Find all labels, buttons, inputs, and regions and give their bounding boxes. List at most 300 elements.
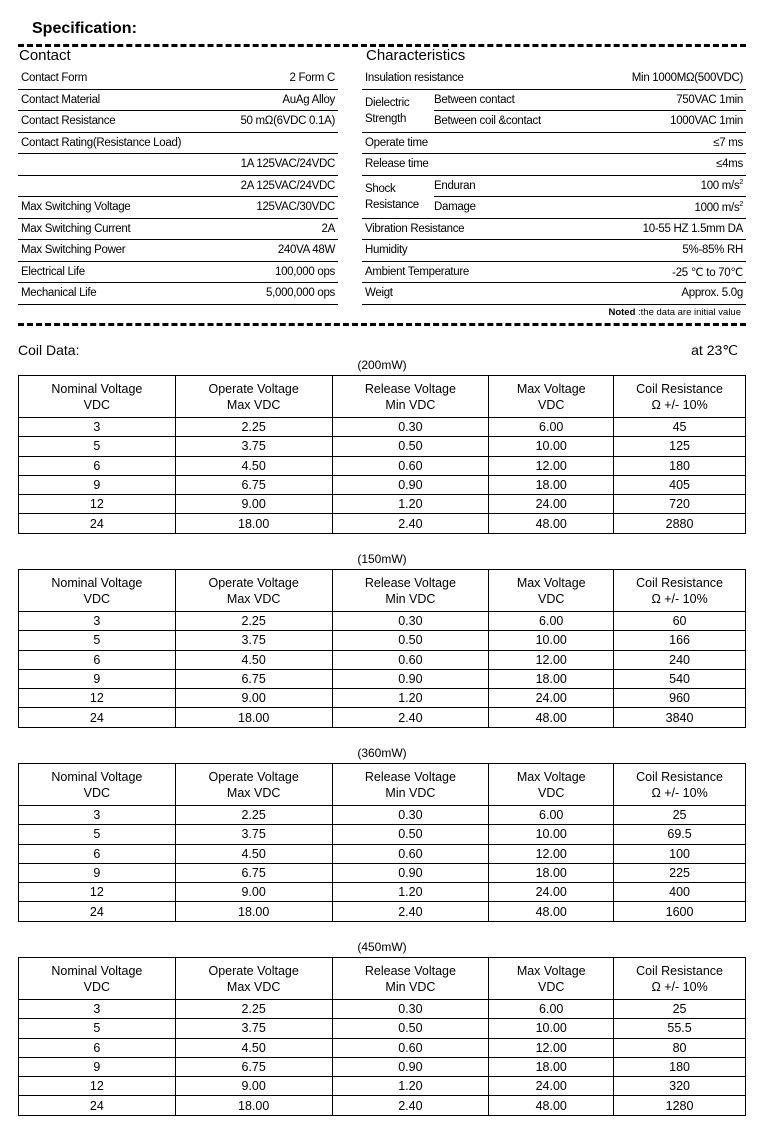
table-cell: 0.50 (332, 631, 489, 650)
characteristics-heading: Characteristics (366, 47, 466, 64)
table-cell: 540 (614, 669, 746, 688)
table-cell: 0.90 (332, 1057, 489, 1076)
table-cell: 9 (19, 669, 176, 688)
table-cell: 24.00 (489, 1077, 614, 1096)
table-cell: 0.60 (332, 1038, 489, 1057)
table-cell: 3 (19, 806, 176, 825)
table-cell: 2.25 (175, 806, 332, 825)
table-cell: 18.00 (175, 514, 332, 533)
table-cell: 9 (19, 1057, 176, 1076)
table-cell: 12 (19, 883, 176, 902)
table-cell: 12.00 (489, 650, 614, 669)
table-cell: 166 (614, 631, 746, 650)
column-header (175, 570, 332, 612)
table-cell: 6 (19, 1038, 176, 1057)
spec-label: Contact Form (18, 68, 213, 89)
table-cell: 48.00 (489, 708, 614, 727)
table-cell: 18.00 (175, 902, 332, 921)
table-cell: 125 (614, 437, 746, 456)
header-line-1: Nominal Voltage (51, 963, 143, 978)
coil-data-table (18, 957, 746, 1116)
spec-label (362, 89, 434, 132)
table-cell: 180 (614, 1057, 746, 1076)
header-line-1: Nominal Voltage (51, 575, 143, 590)
table-cell: 24.00 (489, 689, 614, 708)
header-line-1: Nominal Voltage (51, 769, 143, 784)
header-line-2: Min VDC (385, 785, 436, 800)
table-cell: 0.50 (332, 825, 489, 844)
spec-value: 50 mΩ(6VDC 0.1A) (213, 111, 338, 133)
spec-row (18, 261, 338, 283)
table-cell: 100 (614, 844, 746, 863)
table-cell: 3 (19, 418, 176, 437)
table-cell: 3 (19, 1000, 176, 1019)
table-cell: 1.20 (332, 495, 489, 514)
spec-row (362, 175, 746, 197)
table-cell: 6.75 (175, 475, 332, 494)
shock-label-1: Shock (365, 182, 396, 195)
coil-data-table (18, 375, 746, 534)
header-line-1: Max Voltage (516, 963, 586, 978)
power-rating-label: (150mW) (357, 552, 407, 566)
spec-value: 2 Form C (213, 68, 338, 89)
table-cell: 6.75 (175, 863, 332, 882)
table-row (19, 418, 746, 437)
table-cell: 0.50 (332, 1019, 489, 1038)
table-cell: 24 (19, 514, 176, 533)
header-line-2: VDC (538, 397, 565, 412)
column-header (175, 958, 332, 1000)
table-cell: 320 (614, 1077, 746, 1096)
table-cell: 0.30 (332, 806, 489, 825)
table-cell: 45 (614, 418, 746, 437)
spec-value: 10-55 HZ 1.5mm DA (574, 218, 746, 240)
table-row (19, 708, 746, 727)
table-cell: 1.20 (332, 883, 489, 902)
header-line-2: Min VDC (385, 591, 436, 606)
column-header (19, 958, 176, 1000)
table-cell: 2.40 (332, 708, 489, 727)
table-cell: 18.00 (175, 708, 332, 727)
spec-row (18, 154, 338, 176)
header-line-2: VDC (83, 785, 111, 800)
table-row (19, 902, 746, 921)
table-row (19, 1000, 746, 1019)
note-bold: Noted (608, 307, 636, 318)
table-cell: 2.40 (332, 902, 489, 921)
header-line-2: Ω +/- 10% (651, 785, 708, 800)
table-cell: 6.75 (175, 669, 332, 688)
table-cell: 3840 (614, 708, 746, 727)
table-cell: 18.00 (489, 863, 614, 882)
table-cell: 2.25 (175, 612, 332, 631)
header-line-1: Max Voltage (516, 769, 586, 784)
spec-row (362, 89, 746, 111)
table-cell: 10.00 (489, 437, 614, 456)
table-cell: 6 (19, 650, 176, 669)
table-cell: 6.00 (489, 806, 614, 825)
spec-value: Min 1000MΩ(500VDC) (574, 68, 746, 89)
header-line-2: VDC (538, 591, 565, 606)
table-cell: 0.60 (332, 456, 489, 475)
table-row (19, 456, 746, 475)
table-cell: 12.00 (489, 1038, 614, 1057)
table-cell: 24.00 (489, 495, 614, 514)
column-header (332, 376, 489, 418)
coil-data-table (18, 569, 746, 728)
table-cell: 4.50 (175, 844, 332, 863)
table-cell: 5 (19, 437, 176, 456)
spec-value: 1000VAC 1min (574, 111, 746, 133)
coil-temperature: at 23℃ (691, 342, 738, 358)
table-cell: 4.50 (175, 650, 332, 669)
spec-label: Operate time (362, 132, 574, 154)
header-line-2: Max VDC (226, 785, 281, 800)
table-cell: 0.90 (332, 669, 489, 688)
table-row (19, 825, 746, 844)
table-row (19, 631, 746, 650)
table-cell: 6 (19, 456, 176, 475)
table-cell: 10.00 (489, 825, 614, 844)
spec-value: 100,000 ops (213, 261, 338, 283)
spec-label (362, 175, 434, 218)
header-line-1: Operate Voltage (208, 963, 299, 978)
spec-label: Contact Rating(Resistance Load) (18, 132, 338, 154)
header-line-2: Max VDC (226, 979, 281, 994)
table-cell: 5 (19, 631, 176, 650)
spec-row (18, 89, 338, 111)
table-row (19, 1019, 746, 1038)
table-cell: 960 (614, 689, 746, 708)
spec-value: 5%-85% RH (574, 240, 746, 262)
note-text: :the data are initial value (635, 307, 741, 318)
table-cell: 4.50 (175, 456, 332, 475)
spec-label (18, 175, 213, 197)
power-rating-label: (360mW) (357, 746, 407, 760)
column-header (19, 376, 176, 418)
table-row (19, 844, 746, 863)
spec-row (362, 283, 746, 305)
table-cell: 18.00 (175, 1096, 332, 1115)
spec-row (18, 111, 338, 133)
column-header (332, 764, 489, 806)
spec-value: 2A 125VAC/24VDC (213, 175, 338, 197)
table-row (19, 1038, 746, 1057)
superscript: 2 (739, 200, 743, 208)
table-row (19, 1057, 746, 1076)
table-row (19, 689, 746, 708)
table-cell: 3.75 (175, 1019, 332, 1038)
table-cell: 3.75 (175, 631, 332, 650)
column-header (489, 958, 614, 1000)
spec-label: Contact Material (18, 89, 213, 111)
header-line-1: Coil Resistance (636, 575, 723, 590)
header-line-1: Operate Voltage (208, 769, 299, 784)
spec-label: Insulation resistance (362, 68, 574, 89)
table-cell: 0.90 (332, 475, 489, 494)
column-header (614, 570, 746, 612)
table-cell: 9.00 (175, 495, 332, 514)
spec-row (18, 175, 338, 197)
table-row (19, 1096, 746, 1115)
header-line-2: VDC (83, 591, 111, 606)
spec-value: Approx. 5.0g (574, 283, 746, 305)
spec-label: Release time (362, 154, 574, 176)
spec-row (18, 240, 338, 262)
column-header (175, 764, 332, 806)
spec-value: 125VAC/30VDC (213, 197, 338, 219)
header-line-1: Coil Resistance (636, 381, 723, 396)
spec-sublabel: Between contact (434, 89, 574, 111)
table-cell: 10.00 (489, 631, 614, 650)
header-line-1: Operate Voltage (208, 381, 299, 396)
coil-data-table (18, 763, 746, 922)
table-cell: 2880 (614, 514, 746, 533)
column-header (19, 764, 176, 806)
characteristics-table (362, 68, 746, 305)
spec-sublabel: Enduran (434, 175, 574, 197)
column-header (332, 958, 489, 1000)
spec-value (574, 197, 746, 219)
header-line-1: Coil Resistance (636, 769, 723, 784)
shock-damage-value: 1000 m/s (694, 201, 740, 214)
table-row (19, 669, 746, 688)
column-header (19, 570, 176, 612)
table-cell: 1600 (614, 902, 746, 921)
table-row (19, 883, 746, 902)
superscript: 2 (739, 179, 743, 187)
table-cell: 12.00 (489, 844, 614, 863)
table-cell: 2.40 (332, 1096, 489, 1115)
table-cell: 18.00 (489, 669, 614, 688)
spec-row (362, 218, 746, 240)
spec-row (18, 218, 338, 240)
header-line-1: Release Voltage (364, 381, 456, 396)
spec-label (18, 154, 213, 176)
table-cell: 0.50 (332, 437, 489, 456)
header-line-2: VDC (83, 397, 111, 412)
table-cell: 1.20 (332, 1077, 489, 1096)
header-line-1: Nominal Voltage (51, 381, 143, 396)
spec-sublabel: Between coil &contact (434, 111, 574, 133)
table-row (19, 437, 746, 456)
spec-label: Weigt (362, 283, 574, 305)
spec-row (18, 197, 338, 219)
spec-value: ≤7 ms (574, 132, 746, 154)
header-line-2: Max VDC (226, 397, 281, 412)
spec-value: -25 ℃ to 70℃ (574, 261, 746, 283)
table-row (19, 806, 746, 825)
spec-row (18, 68, 338, 89)
spec-row (18, 283, 338, 305)
header-line-2: Ω +/- 10% (651, 591, 708, 606)
spec-value: 1A 125VAC/24VDC (213, 154, 338, 176)
table-cell: 48.00 (489, 514, 614, 533)
table-cell: 4.50 (175, 1038, 332, 1057)
table-cell: 3.75 (175, 825, 332, 844)
table-cell: 6.75 (175, 1057, 332, 1076)
table-cell: 9.00 (175, 1077, 332, 1096)
spec-row (18, 132, 338, 154)
page-title: Specification: (32, 20, 137, 37)
spec-row (362, 68, 746, 89)
column-header (614, 764, 746, 806)
table-cell: 405 (614, 475, 746, 494)
header-line-1: Max Voltage (516, 575, 586, 590)
shock-label-2: Resistance (365, 198, 419, 211)
table-row (19, 612, 746, 631)
header-line-2: Min VDC (385, 979, 436, 994)
contact-table (18, 68, 338, 305)
table-cell: 24 (19, 708, 176, 727)
header-line-1: Release Voltage (364, 769, 456, 784)
bottom-divider (18, 323, 746, 326)
spec-value: ≤4ms (574, 154, 746, 176)
table-row (19, 495, 746, 514)
table-header-row (19, 958, 746, 1000)
table-cell: 0.30 (332, 418, 489, 437)
spec-label: Vibration Resistance (362, 218, 574, 240)
table-cell: 5 (19, 825, 176, 844)
table-cell: 18.00 (489, 1057, 614, 1076)
table-cell: 180 (614, 456, 746, 475)
table-cell: 2.40 (332, 514, 489, 533)
table-cell: 0.90 (332, 863, 489, 882)
contact-heading: Contact (19, 47, 71, 64)
spec-value: 750VAC 1min (574, 89, 746, 111)
table-cell: 12 (19, 689, 176, 708)
table-cell: 24.00 (489, 883, 614, 902)
table-cell: 10.00 (489, 1019, 614, 1038)
spec-value (574, 175, 746, 197)
column-header (614, 958, 746, 1000)
table-cell: 1.20 (332, 689, 489, 708)
table-row (19, 650, 746, 669)
table-cell: 6 (19, 844, 176, 863)
table-cell: 720 (614, 495, 746, 514)
table-header-row (19, 376, 746, 418)
header-line-1: Coil Resistance (636, 963, 723, 978)
dielectric-label-1: Dielectric (365, 96, 410, 109)
spec-label: Mechanical Life (18, 283, 213, 305)
table-cell: 9 (19, 475, 176, 494)
header-line-1: Release Voltage (364, 575, 456, 590)
header-line-2: VDC (83, 979, 111, 994)
column-header (489, 376, 614, 418)
header-line-1: Release Voltage (364, 963, 456, 978)
table-cell: 12 (19, 495, 176, 514)
data-note (608, 307, 741, 318)
table-cell: 400 (614, 883, 746, 902)
power-rating-label: (450mW) (357, 940, 407, 954)
column-header (614, 376, 746, 418)
table-row (19, 514, 746, 533)
table-cell: 0.60 (332, 650, 489, 669)
table-header-row (19, 570, 746, 612)
table-cell: 0.30 (332, 1000, 489, 1019)
table-cell: 55.5 (614, 1019, 746, 1038)
column-header (489, 764, 614, 806)
spec-value: 2A (213, 218, 338, 240)
header-line-1: Operate Voltage (208, 575, 299, 590)
table-cell: 3 (19, 612, 176, 631)
table-cell: 25 (614, 806, 746, 825)
spec-value: AuAg Alloy (213, 89, 338, 111)
header-line-2: Min VDC (385, 397, 436, 412)
spec-row (362, 132, 746, 154)
table-cell: 1280 (614, 1096, 746, 1115)
table-cell: 225 (614, 863, 746, 882)
spec-label: Humidity (362, 240, 574, 262)
table-cell: 69.5 (614, 825, 746, 844)
table-cell: 80 (614, 1038, 746, 1057)
table-cell: 48.00 (489, 1096, 614, 1115)
table-cell: 48.00 (489, 902, 614, 921)
header-line-2: Ω +/- 10% (651, 979, 708, 994)
table-cell: 9.00 (175, 689, 332, 708)
spec-label: Max Switching Power (18, 240, 213, 262)
spec-label: Max Switching Voltage (18, 197, 213, 219)
table-cell: 2.25 (175, 1000, 332, 1019)
table-cell: 18.00 (489, 475, 614, 494)
table-cell: 12 (19, 1077, 176, 1096)
table-cell: 25 (614, 1000, 746, 1019)
table-cell: 6.00 (489, 1000, 614, 1019)
shock-endurance-value: 100 m/s (700, 180, 740, 193)
table-row (19, 1077, 746, 1096)
dielectric-label-2: Strength (365, 112, 407, 125)
spec-row (362, 154, 746, 176)
table-cell: 9.00 (175, 883, 332, 902)
spec-label: Contact Resistance (18, 111, 213, 133)
header-line-2: VDC (538, 979, 565, 994)
power-rating-label: (200mW) (357, 358, 407, 372)
table-cell: 12.00 (489, 456, 614, 475)
table-cell: 24 (19, 1096, 176, 1115)
header-line-2: Max VDC (226, 591, 281, 606)
column-header (489, 570, 614, 612)
table-cell: 5 (19, 1019, 176, 1038)
table-cell: 9 (19, 863, 176, 882)
column-header (332, 570, 489, 612)
coil-data-label: Coil Data: (18, 342, 80, 358)
header-line-2: Ω +/- 10% (651, 397, 708, 412)
header-line-1: Max Voltage (516, 381, 586, 396)
table-cell: 0.30 (332, 612, 489, 631)
spec-label: Ambient Temperature (362, 261, 574, 283)
spec-sublabel: Damage (434, 197, 574, 219)
table-cell: 240 (614, 650, 746, 669)
table-cell: 60 (614, 612, 746, 631)
table-cell: 0.60 (332, 844, 489, 863)
spec-row (362, 261, 746, 283)
table-cell: 3.75 (175, 437, 332, 456)
table-row (19, 863, 746, 882)
table-cell: 6.00 (489, 418, 614, 437)
table-row (19, 475, 746, 494)
spec-row (362, 240, 746, 262)
spec-label: Max Switching Current (18, 218, 213, 240)
table-cell: 2.25 (175, 418, 332, 437)
spec-value: 5,000,000 ops (213, 283, 338, 305)
spec-value: 240VA 48W (213, 240, 338, 262)
spec-label: Electrical Life (18, 261, 213, 283)
table-cell: 24 (19, 902, 176, 921)
table-header-row (19, 764, 746, 806)
column-header (175, 376, 332, 418)
header-line-2: VDC (538, 785, 565, 800)
table-cell: 6.00 (489, 612, 614, 631)
